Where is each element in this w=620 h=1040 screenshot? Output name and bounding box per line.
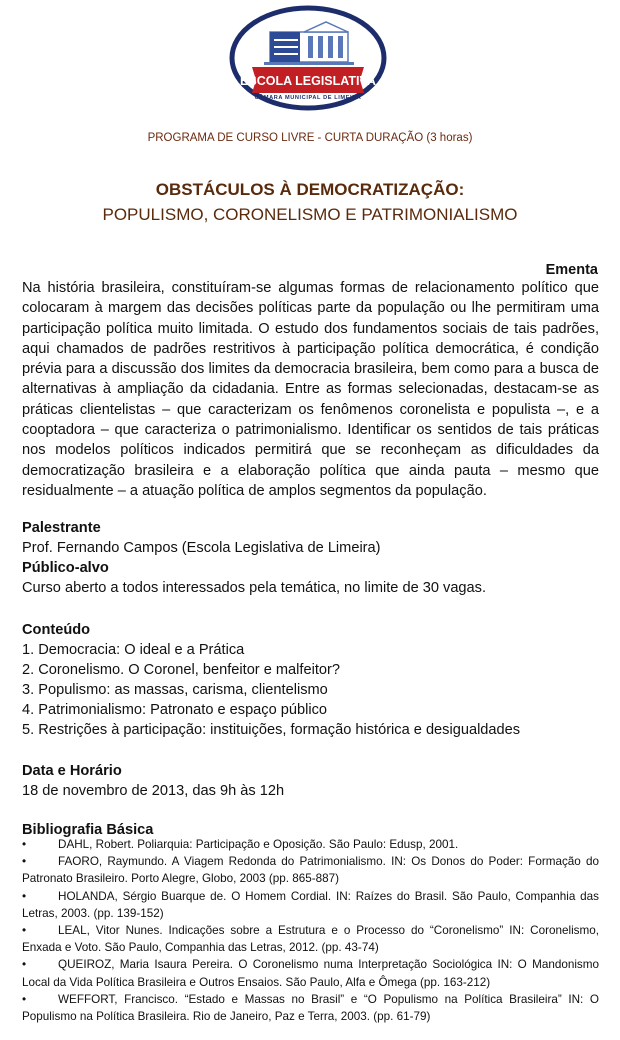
list-item — [22, 836, 599, 853]
list-item — [22, 888, 599, 922]
list-item: 1. Democracia: O ideal e a Prática — [22, 642, 245, 658]
bullet-icon: • — [22, 838, 27, 851]
course-title: OBSTÁCULOS À DEMOCRATIZAÇÃO: — [155, 180, 465, 199]
list-item — [22, 922, 599, 956]
bibliography-entry: WEFFORT, Francisco. “Estado e Massas no Brasil” e “O Populismo na Política Brasileira” IN: O Populismo na Política Brasileira. Rio de Janeiro, Paz e Terra, 2003. (pp. 61-79) — [22, 992, 599, 1024]
bibliography-entry: DAHL, Robert. Poliarquia: Participação e Oposição. São Paulo: Edusp, 2001. — [58, 838, 459, 851]
bullet-icon: • — [22, 958, 27, 972]
data-horario-heading: Data e Horário — [22, 763, 122, 779]
list-item — [22, 853, 599, 887]
logo-emblem-icon — [228, 4, 388, 112]
palestrante-text: Prof. Fernando Campos (Escola Legislativa de Limeira) — [22, 540, 381, 556]
bibliography-entry: LEAL, Vitor Nunes. Indicações sobre a Estrutura e o Processo do “Coronelismo” IN: Coronelismo, Enxada e Voto. São Paulo, Companhia das Letras, 2012. (pp. 43-74) — [22, 924, 599, 955]
list-item: 5. Restrições à participação: instituições, formação histórica e desigualdades — [22, 722, 521, 738]
bibliografia-list — [22, 836, 599, 1025]
conteudo-heading: Conteúdo — [22, 622, 91, 638]
logo-name: ESCOLA LEGISLATIVA — [240, 74, 376, 88]
bullet-icon: • — [22, 889, 27, 903]
list-item: 3. Populismo: as massas, carisma, clientelismo — [22, 682, 328, 698]
conteudo-section — [22, 620, 602, 740]
palestrante-heading: Palestrante — [22, 520, 101, 536]
list-item: 2. Coronelismo. O Coronel, benfeitor e malfeitor? — [22, 662, 340, 678]
course-subtitle: POPULISMO, CORONELISMO E PATRIMONIALISMO — [102, 205, 518, 224]
bibliografia-heading: Bibliografia Básica — [22, 822, 154, 838]
data-horario-text: 18 de novembro de 2013, das 9h às 12h — [22, 783, 285, 799]
ementa-heading: Ementa — [545, 262, 598, 278]
bibliography-entry: FAORO, Raymundo. A Viagem Redonda do Patrimonialismo. IN: Os Donos do Poder: Formação do Patronato Brasileiro. Porto Alegre, Globo, 2003 (pp. 865-887) — [22, 855, 599, 886]
list-item: 4. Patrimonialismo: Patronato e espaço público — [22, 702, 328, 718]
list-item — [22, 991, 599, 1025]
bullet-icon: • — [22, 992, 27, 1006]
conteudo-list — [22, 640, 602, 740]
publico-text: Curso aberto a todos interessados pela temática, no limite de 30 vagas. — [22, 580, 487, 596]
escola-legislativa-logo — [228, 4, 388, 112]
bullet-icon: • — [22, 855, 27, 869]
bibliography-entry: QUEIROZ, Maria Isaura Pereira. O Coronelismo numa Interpretação Sociológica IN: O Mandonismo Local da Vida Política Brasileira e Outros Ensaios. São Paulo, Alfa e Ômega (pp. 163-212) — [22, 958, 599, 989]
bullet-icon: • — [22, 924, 27, 938]
list-item — [22, 956, 599, 990]
data-horario-section — [22, 761, 602, 801]
ementa-text: Na história brasileira, constituíram-se algumas formas de relacionamento político que colocaram à margem das decisões políticas parte da população ou lhe permitiram uma participação política muito limitada. O estudo dos fundamentos sociais de tais padrões, aqui chamados de padrões restritivos à participação política democrática, é condição prévia para a discussão dos limites da democracia brasileira, bem como para a busca de alternativas à ampliação da cidadania. Entre as formas selecionadas, destacam-se as práticas clientelistas – que caracterizam os fenômenos coronelista e populista –, e a cooptadora – que caracteriza o patrimonialismo. Identificar os sentidos de tais práticas nos modelos políticos indicados permitirá que se reconheçam as dificuldades da democratização brasileira e a elaboração política que ainda pauta – mesmo que residualmente – a atuação política de amplos segmentos da população. — [22, 280, 599, 499]
bibliography-entry: HOLANDA, Sérgio Buarque de. O Homem Cordial. IN: Raízes do Brasil. São Paulo, Companhia das Letras, 2003. (pp. 139-152) — [22, 889, 599, 920]
palestrante-section — [22, 518, 602, 598]
publico-heading: Público-alvo — [22, 560, 109, 576]
program-line: PROGRAMA DE CURSO LIVRE - CURTA DURAÇÃO (3 horas) — [147, 132, 473, 144]
logo-subtitle: CÂMARA MUNICIPAL DE LIMEIRA — [254, 95, 362, 101]
